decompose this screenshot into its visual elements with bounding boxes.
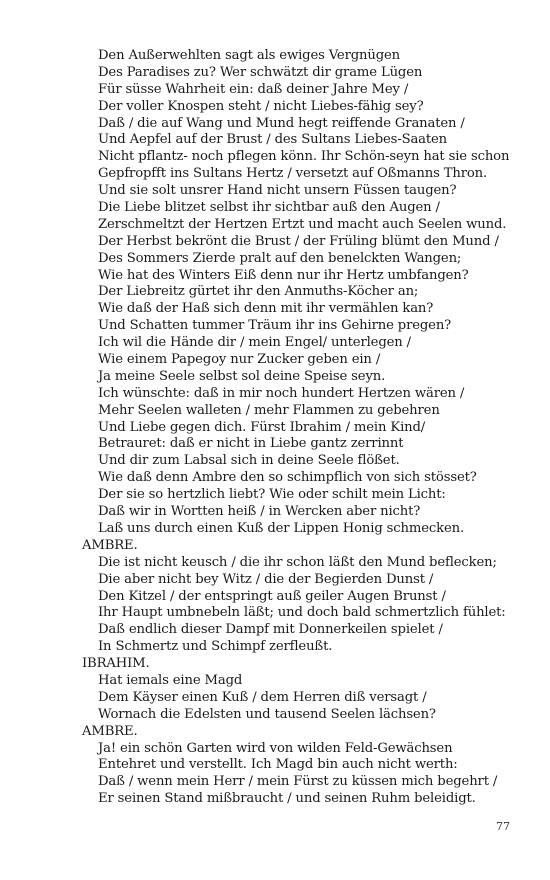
verse-line: Ja meine Seele selbst sol deine Speise seyn. (98, 368, 386, 384)
verse-line: In Schmertz und Schimpf zerfleußt. (98, 639, 333, 655)
verse-line: Ich wil die Hände dir / mein Engel/ unterlegen / (98, 335, 411, 351)
verse-line: Nicht pflantz- noch pflegen könn. Ihr Schön-seyn hat sie schon (98, 149, 510, 165)
verse-line: Hat iemals eine Magd (98, 672, 243, 688)
verse-line: Und Schatten tummer Träum ihr ins Gehirne pregen? (98, 318, 452, 334)
verse-line: Daß / die auf Wang und Mund hegt reiffende Granaten / (98, 115, 465, 131)
verse-line: Betrauret: daß er nicht in Liebe gantz zerrinnt (98, 436, 404, 452)
verse-line: Daß endlich dieser Dampf mit Donnerkeilen spielet / (98, 622, 443, 638)
verse-line: Des Sommers Zierde pralt auf den benelckten Wangen; (98, 250, 462, 266)
verse-line: Wie hat des Winters Eiß denn nur ihr Hertz umbfangen? (98, 267, 469, 283)
page-number: 77 (496, 820, 510, 833)
verse-line: Wie einem Papegoy nur Zucker geben ein / (98, 352, 381, 368)
verse-line: Die Liebe blitzet selbst ihr sichtbar auß den Augen / (98, 200, 440, 216)
verse-line: Daß wir in Wortten heiß / in Wercken aber nicht? (98, 504, 421, 520)
verse-line: Des Paradises zu? Wer schwätzt dir grame Lügen (98, 64, 423, 80)
verse-line: Er seinen Stand mißbraucht / und seinen Ruhm beleidigt. (98, 791, 476, 807)
speaker-label: AMBRE. (82, 723, 138, 739)
verse-line: Und Aepfel auf der Brust / des Sultans Liebes-Saaten (98, 132, 448, 148)
verse-line: Laß uns durch einen Kuß der Lippen Honig schmecken. (98, 520, 464, 536)
verse-line: Ich wünschte: daß in mir noch hundert Hertzen wären / (98, 385, 465, 401)
speaker-label: AMBRE. (82, 537, 138, 553)
verse-line: Den Kitzel / der entspringt auß geiler Augen Brunst / (98, 588, 446, 604)
verse-line: Der voller Knospen steht / nicht Liebes-fähig sey? (98, 98, 424, 114)
verse-line: Und Liebe gegen dich. Fürst Ibrahim / mein Kind/ (98, 419, 426, 435)
verse-line: Die ist nicht keusch / die ihr schon läßt den Mund beflecken; (98, 554, 497, 570)
verse-line: Dem Käyser einen Kuß / dem Herren diß versagt / (98, 689, 427, 705)
verse-line: Entehret und verstellt. Ich Magd bin auch nicht werth: (98, 757, 458, 773)
verse-line: Der Herbst bekrönt die Brust / der Früling blümt den Mund / (98, 233, 499, 249)
verse-line: Und dir zum Labsal sich in deine Seele flößet. (98, 453, 400, 469)
verse-line: Wornach die Edelsten und tausend Seelen lächsen? (98, 706, 436, 722)
speaker-label: IBRAHIM. (82, 656, 150, 672)
verse-line: Ihr Haupt umbnebeln läßt; und doch bald schmertzlich fühlet: (98, 605, 506, 621)
verse-line: Und sie solt unsrer Hand nicht unsern Füssen taugen? (98, 183, 457, 199)
verse-line: Daß / wenn mein Herr / mein Fürst zu küssen mich begehrt / (98, 774, 498, 790)
verse-line: Gepfropfft ins Sultans Hertz / versetzt auf Oßmanns Thron. (98, 166, 488, 182)
verse-line: Wie daß der Haß sich denn mit ihr vermählen kan? (98, 301, 434, 317)
verse-line: Die aber nicht bey Witz / die der Begierden Dunst / (98, 571, 434, 587)
verse-line: Der sie so hertzlich liebt? Wie oder schilt mein Licht: (98, 487, 446, 503)
page-text (0, 48, 550, 808)
verse-line: Für süsse Wahrheit ein: daß deiner Jahre Mey / (98, 81, 409, 97)
verse-line: Zerschmeltzt der Hertzen Ertzt und macht auch Seelen wund. (98, 216, 507, 232)
verse-line: Der Liebreitz gürtet ihr den Anmuths-Köcher an; (98, 284, 419, 300)
verse-line: Mehr Seelen walleten / mehr Flammen zu gebehren (98, 402, 440, 418)
verse-line: Wie daß denn Ambre den so schimpflich von sich stösset? (98, 470, 477, 486)
verse-line: Ja! ein schön Garten wird von wilden Feld-Gewächsen (98, 740, 453, 756)
verse-line: Den Außerwehlten sagt als ewiges Vergnügen (98, 48, 400, 63)
